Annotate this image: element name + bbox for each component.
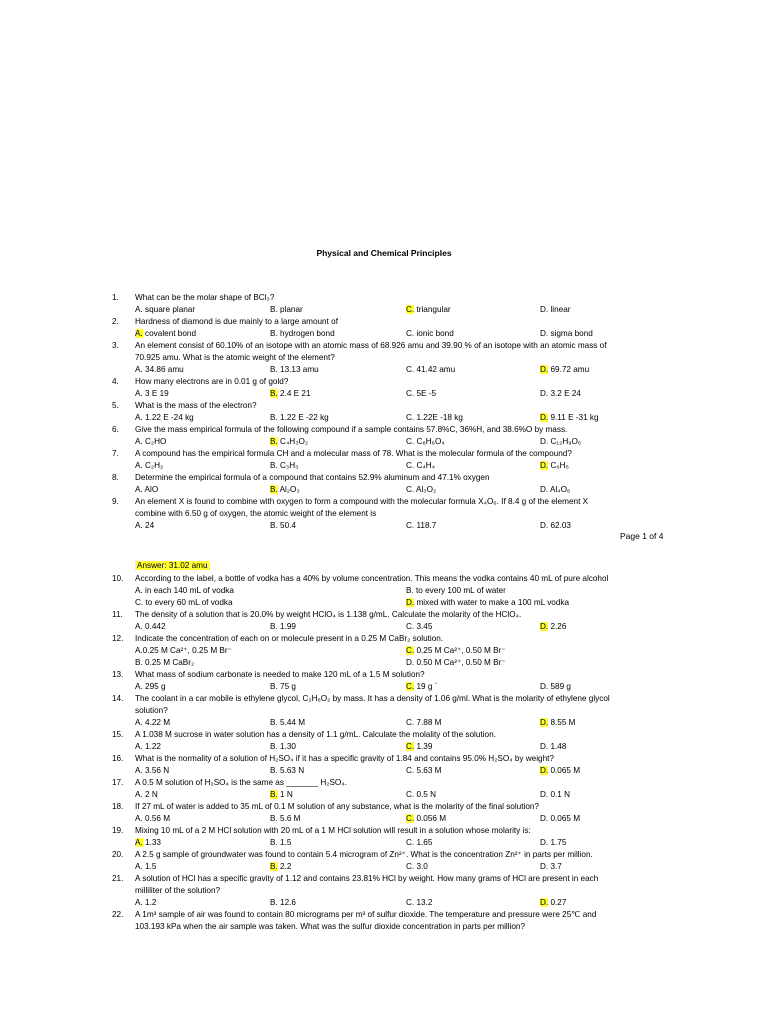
option-c: C. 0.056 M (406, 814, 447, 823)
answer-note: Answer: 31.02 amu (137, 561, 208, 570)
option-c: C. triangular (406, 305, 451, 314)
question-number: 17. (112, 778, 124, 787)
question-text: A solution of HCl has a specific gravity of 1.12 and contains 23.81% HCl by weight. How many grams of HCl are present in each (135, 874, 599, 883)
option-a: A. 34.86 amu (135, 365, 184, 374)
question-number: 8. (112, 473, 119, 482)
question-text: Mixing 10 mL of a 2 M HCl solution with 20 mL of a 1 M HCl solution will result in a solution whose molarity is: (135, 826, 531, 835)
option-a: A. 1.33 (135, 838, 161, 847)
answer-highlight: B. (270, 790, 278, 799)
question-text: An element X is found to combine with oxygen to form a compound with the molecular formula X₄O₆. If 8.4 g of the element X (135, 497, 589, 506)
question-text: 70.925 amu. What is the atomic weight of the element? (135, 353, 335, 362)
option-c: C. 5E -5 (406, 389, 437, 398)
answer-highlight: D. (540, 718, 549, 727)
option-d: D. C₆H₆ (540, 461, 569, 470)
option-a: A. square planar (135, 305, 196, 314)
option-d: D. 3.2 E 24 (540, 389, 581, 398)
option-a: A. C₂HO (135, 437, 167, 446)
question-text: Hardness of diamond is due mainly to a large amount of (135, 317, 338, 326)
option-d: D. 0.27 (540, 898, 567, 907)
option-b: B. 13.13 amu (270, 365, 319, 374)
option-b: B. C₃H₃ (270, 461, 299, 470)
question-text: 103.193 kPa when the air sample was taken. What was the sulfur dioxide concentration in parts per million? (135, 922, 526, 931)
question-text: A 0.5 M solution of H₂SO₄ is the same as _______ H₂SO₄. (135, 778, 347, 787)
question-number: 21. (112, 874, 124, 883)
answer-highlight: C. (406, 305, 415, 314)
question-text: solution? (135, 706, 168, 715)
answer-highlight: C. (406, 742, 415, 751)
option-d: D. 589 g (540, 682, 571, 691)
answer-highlight: C. (406, 814, 415, 823)
page-title: Physical and Chemical Principles (316, 248, 452, 258)
option-d: D. C₁₂H₉O₆ (540, 437, 582, 446)
option-a: A. AlO (135, 485, 159, 494)
option-b: B. 5.44 M (270, 718, 306, 727)
option-c: C. C₄H₄ (406, 461, 435, 470)
option-c: C. ionic bond (406, 329, 454, 338)
option-d: D. 1.48 (540, 742, 567, 751)
question-number: 7. (112, 449, 119, 458)
option-b: B. 50.4 (270, 521, 296, 530)
question-number: 9. (112, 497, 119, 506)
option-d: D. 1.75 (540, 838, 567, 847)
option-c: C. 7.88 M (406, 718, 442, 727)
question-number: 4. (112, 377, 119, 386)
option-c: C. 5.63 M (406, 766, 442, 775)
question-number: 14. (112, 694, 124, 703)
question-text: If 27 mL of water is added to 35 mL of 0.1 M solution of any substance, what is the molarity of the final solution? (135, 802, 539, 811)
option-a: A. 24 (135, 521, 155, 530)
option-b: B. planar (270, 305, 303, 314)
option-d: D. 8.55 M (540, 718, 576, 727)
option-b: B. 5.63 N (270, 766, 305, 775)
option-a: A. 1.5 (135, 862, 157, 871)
option-a: A. 0.56 M (135, 814, 171, 823)
page-number: Page 1 of 4 (620, 531, 664, 541)
question-number: 13. (112, 670, 124, 679)
option-c: C. 41.42 amu (406, 365, 456, 374)
question-number: 19. (112, 826, 124, 835)
answer-highlight: A. (135, 838, 143, 847)
answer-highlight: D. (540, 622, 549, 631)
option-a: A.0.25 M Ca²⁺, 0.25 M Br⁻ (135, 646, 232, 655)
answer-highlight: B. (270, 862, 278, 871)
question-number: 22. (112, 910, 124, 919)
option-b: B. Al₂O₃ (270, 485, 300, 494)
question-number: 3. (112, 341, 119, 350)
question-text: What mass of sodium carbonate is needed to make 120 mL of a 1.5 M solution? (135, 670, 425, 679)
option-a: A. 1.22 (135, 742, 161, 751)
question-number: 15. (112, 730, 124, 739)
question-text: A compound has the empirical formula CH and a molecular mass of 78. What is the molecular formula of the compound? (135, 449, 572, 458)
option-d: D. Al₄O₆ (540, 485, 571, 494)
option-a: A. in each 140 mL of vodka (135, 586, 234, 595)
option-a: A. 1.22 E -24 kg (135, 413, 194, 422)
option-b: B. to every 100 mL of water (406, 586, 506, 595)
question-text: What is the mass of the electron? (135, 401, 257, 410)
answer-highlight: C. (406, 682, 415, 691)
answer-highlight: B. (270, 437, 278, 446)
answer-highlight: A. (135, 329, 143, 338)
answer-highlight: B. (270, 485, 278, 494)
question-text: The coolant in a car mobile is ethylene glycol, C₂H₆O₂ by mass. It has a density of 1.06 g/ml. What is the molarity of ethylene glycol (135, 694, 610, 703)
option-b: B. 1 N (270, 790, 293, 799)
option-b: B. hydrogen bond (270, 329, 335, 338)
option-b: B. 1.22 E -22 kg (270, 413, 329, 422)
option-d: D. mixed with water to make a 100 mL vodka (406, 598, 570, 607)
question-number: 5. (112, 401, 119, 410)
option-c: C. 13.2 (406, 898, 433, 907)
question-text: A 1m³ sample of air was found to contain 80 micrograms per m³ of sulfur dioxide. The temperature and pressure were 25℃ and (135, 910, 597, 919)
question-number: 11. (112, 610, 123, 619)
option-d: D. 69.72 amu (540, 365, 590, 374)
option-d: D. 0.065 M (540, 814, 581, 823)
option-b: B. 5.6 M (270, 814, 301, 823)
option-c: C. 3.45 (406, 622, 433, 631)
option-a: A. 3 E 19 (135, 389, 169, 398)
option-a: A. covalent bond (135, 329, 197, 338)
option-c: C. 3.0 (406, 862, 428, 871)
option-a: A. 2 N (135, 790, 158, 799)
question-text: combine with 6.50 g of oxygen, the atomic weight of the element is (135, 509, 377, 518)
answer-highlight: B. (270, 389, 278, 398)
answer-highlight: D. (406, 598, 415, 607)
answer-highlight: D. (540, 461, 549, 470)
option-c: C. 19 g ` (406, 682, 438, 691)
question-number: 18. (112, 802, 124, 811)
option-b: B. C₄H₃O₂ (270, 437, 309, 446)
question-text: According to the label, a bottle of vodka has a 40% by volume concentration. This means the vodka contains 40 mL of pure alcohol (135, 574, 609, 583)
option-b: B. 1.30 (270, 742, 296, 751)
answer-highlight: C. (406, 646, 415, 655)
answer-highlight: D. (540, 413, 549, 422)
question-number: 16. (112, 754, 124, 763)
question-number: 20. (112, 850, 124, 859)
option-c: C. 0.25 M Ca²⁺, 0.50 M Br⁻ (406, 646, 506, 655)
option-d: D. 0.50 M Ca²⁺, 0.50 M Br⁻ (406, 658, 506, 667)
answer-highlight: D. (540, 898, 549, 907)
option-c: C. to every 60 mL of vodka (135, 598, 233, 607)
option-a: A. C₂H₂ (135, 461, 164, 470)
option-a: A. 295 g (135, 682, 166, 691)
question-text: Indicate the concentration of each on or molecule present in a 0.25 M CaBr₂ solution. (135, 634, 444, 643)
option-a: A. 1.2 (135, 898, 157, 907)
question-number: 1. (112, 293, 119, 302)
option-d: D. linear (540, 305, 571, 314)
question-number: 10. (112, 574, 124, 583)
option-c: C. 1.39 (406, 742, 433, 751)
option-d: D. 62.03 (540, 521, 571, 530)
option-d: D. 0.065 M (540, 766, 581, 775)
question-text: A 1.038 M sucrose in water solution has a density of 1.1 g/mL. Calculate the molality of the solution. (135, 730, 496, 739)
question-text: milliliter of the solution? (135, 886, 221, 895)
option-a: A. 0.442 (135, 622, 166, 631)
option-c: C. 1.65 (406, 838, 433, 847)
answer-highlight: D. (540, 365, 549, 374)
option-b: B. 1.99 (270, 622, 296, 631)
question-text: What can be the molar shape of BCl₃? (135, 293, 275, 302)
question-number: 2. (112, 317, 119, 326)
option-d: D. 9.11 E -31 kg (540, 413, 599, 422)
option-b: B. 0.25 M CaBr₂ (135, 658, 195, 667)
answer-highlight: D. (540, 766, 549, 775)
question-number: 12. (112, 634, 124, 643)
option-d: D. sigma bond (540, 329, 593, 338)
option-c: C. Al₃O₂ (406, 485, 437, 494)
question-text: A 2.5 g sample of groundwater was found to contain 5.4 microgram of Zn²⁺. What is the concentration Zn²⁺ in parts per million. (135, 850, 593, 859)
option-d: D. 2.26 (540, 622, 567, 631)
option-b: B. 2.4 E 21 (270, 389, 311, 398)
option-d: D. 3.7 (540, 862, 562, 871)
option-a: A. 3.56 N (135, 766, 170, 775)
question-text: How many electrons are in 0.01 g of gold? (135, 377, 289, 386)
option-c: C. 118.7 (406, 521, 437, 530)
question-text: Give the mass empirical formula of the following compound if a sample contains 57.8%C, 36%H, and 38.6%O by mass. (135, 425, 568, 434)
option-b: B. 12.6 (270, 898, 296, 907)
question-text: The density of a solution that is 20.0% by weight HClO₄ is 1.138 g/mL. Calculate the molarity of the HClO₄. (135, 610, 522, 619)
option-b: B. 1.5 (270, 838, 292, 847)
question-number: 6. (112, 425, 119, 434)
option-d: D. 0.1 N (540, 790, 571, 799)
option-b: B. 75 g (270, 682, 296, 691)
question-text: An element consist of 60.10% of an isotope with an atomic mass of 68.926 amu and 39.90 % of an isotope with an atomic mass of (135, 341, 607, 350)
question-text: Determine the empirical formula of a compound that contains 52.9% aluminum and 47.1% oxygen (135, 473, 490, 482)
option-a: A. 4.22 M (135, 718, 171, 727)
option-c: C. 0.5 N (406, 790, 437, 799)
option-c: C. 1.22E -18 kg (406, 413, 463, 422)
option-b: B. 2.2 (270, 862, 292, 871)
option-c: C. C₈H₆O₄ (406, 437, 445, 446)
question-text: What is the normality of a solution of H₂SO₄ if it has a specific gravity of 1.84 and contains 95.0% H₂SO₄ by weight? (135, 754, 554, 763)
